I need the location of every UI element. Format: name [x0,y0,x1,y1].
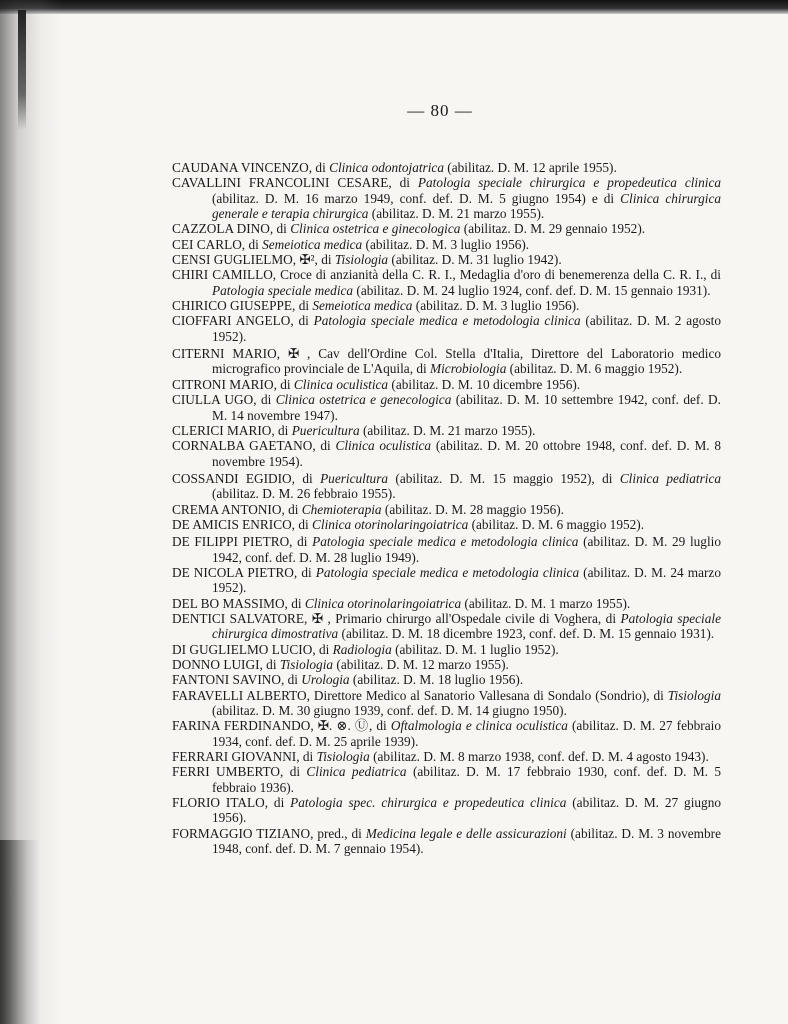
entry-text: (abilitaz. D. M. 3 luglio 1956). [412,298,580,314]
entry-text: (abilitaz. D. M. 29 luglio 1942, conf. def. D. M. 28 luglio 1949). [212,534,721,565]
entry-text: (abilitaz. D. M. 3 novembre 1948, conf. def. D. M. 7 gennaio 1954). [212,825,722,857]
subject-text: Clinica ostetrica e genecologica [275,392,452,408]
subject-text: Patologia speciale medica e metodologia clinica [313,313,581,329]
list-item [172,502,721,517]
subject-text: Urologia [301,672,350,688]
entry-text: (abilitaz. D. M. 3 luglio 1956). [362,236,530,252]
list-item [172,160,721,175]
list-item [172,517,721,532]
list-item [172,642,721,657]
subject-text: Radiologia [332,641,392,657]
list-item [172,534,721,565]
entry-text: CITRONI MARIO, di [172,376,294,392]
entry-text: (abilitaz. D. M. 21 marzo 1955). [359,422,536,438]
entry-text: FERRARI GIOVANNI, di [172,749,317,765]
entry-text: DEL BO MASSIMO, di [172,595,305,611]
list-item [172,221,721,236]
subject-text: Medicina legale e delle assicurazioni [365,825,567,841]
list-item [172,377,721,392]
subject-text: Clinica otorinolaringoiatrica [304,595,462,611]
entry-text: (abilitaz. D. M. 10 settembre 1942, conf. def. D. M. 14 novembre 1947). [212,392,721,423]
entry-text: DI GUGLIELMO LUCIO, di [172,641,333,657]
subject-text: Tisiologia [667,687,721,703]
entry-text: CEI CARLO, di [172,236,263,252]
entry-text: FANTONI SAVINO, di [172,672,302,688]
subject-text: Tisiologia [334,252,389,268]
subject-text: Clinica pediatrica [306,764,407,780]
subject-text: Puericultura [291,422,360,438]
entry-text: (abilitaz. D. M. 28 maggio 1956). [381,501,564,517]
entry-text: CIULLA UGO, di [172,392,276,408]
entry-text: CLERICI MARIO, di [172,422,292,438]
subject-text: Clinica chirurgica generale e terapia chirurgica [212,190,722,222]
list-item [172,764,721,795]
list-item [172,565,721,596]
entry-text: DE AMICIS ENRICO, di [172,516,312,532]
entry-list [172,160,721,856]
entry-text: (abilitaz. D. M. 21 marzo 1955). [368,206,545,222]
entry-text: (abilitaz. D. M. 6 maggio 1952). [468,516,645,532]
list-item [172,718,721,749]
subject-text: Clinica oculistica [335,438,432,454]
entry-text: (abilitaz. D. M. 27 febbraio 1934, conf. def. D. M. 25 aprile 1939). [212,718,721,749]
subject-text: Clinica ostetrica e ginecologica [290,221,461,237]
list-item [172,237,721,252]
entry-text: DONNO LUIGI, di [172,657,280,672]
entry-text: (abilitaz. D. M. 29 gennaio 1952). [460,221,646,237]
entry-text: (abilitaz. D. M. 8 marzo 1938, conf. def. D. M. 4 agosto 1943). [369,749,709,765]
list-item [172,346,721,377]
entry-text: (abilitaz. D. M. 12 marzo 1955). [333,657,509,672]
subject-text: Tisiologia [316,749,370,765]
entry-text: (abilitaz. D. M. 24 marzo 1952). [212,564,721,596]
entry-text: (abilitaz. D. M. 17 febbraio 1930, conf. def. D. M. 5 febbraio 1936). [212,764,721,795]
list-item [172,611,721,642]
list-item [172,596,721,611]
entry-text: (abilitaz. D. M. 6 maggio 1952). [506,361,683,377]
entry-text: (abilitaz. D. M. 18 dicembre 1923, conf. def. D. M. 15 gennaio 1931). [338,626,715,642]
entry-text: DENTICI SALVATORE, ✠ , Primario chirurgo all'Ospedale civile di Voghera, di [172,610,621,626]
entry-text: (abilitaz. D. M. 26 febbraio 1955). [212,486,396,502]
scan-binding-mark [0,840,40,1024]
subject-text: Semeiotica medica [262,236,363,252]
subject-text: Puericultura [320,470,389,486]
list-item [172,795,721,826]
entry-text: (abilitaz. D. M. 31 luglio 1942). [388,252,562,268]
entry-text: DE NICOLA PIETRO, di [172,564,316,580]
page-number: — 80 — [407,101,473,120]
subject-text: Oftalmologia e clinica oculistica [390,718,568,734]
scan-top-edge [0,0,788,14]
entry-text: CREMA ANTONIO, di [172,501,302,517]
entry-text: CHIRICO GIUSEPPE, di [172,298,313,314]
entry-text: DE FILIPPI PIETRO, di [172,534,313,550]
entry-text: FLORIO ITALO, di [172,795,291,811]
entry-text: (abilitaz. D. M. 24 luglio 1924, conf. def. D. M. 15 gennaio 1931). [353,282,711,298]
list-item [172,267,721,298]
entry-text: (abilitaz. D. M. 18 luglio 1956). [349,672,524,688]
entry-text: CORNALBA GAETANO, di [172,438,336,454]
subject-text: Semeiotica medica [312,298,413,314]
list-item [172,252,721,267]
subject-text: Patologia spec. chirurgica e propedeutica clinica [290,795,567,811]
entry-text: (abilitaz. D. M. 1 luglio 1952). [391,641,559,657]
entry-text: (abilitaz. D. M. 16 marzo 1949, conf. def. D. M. 5 giugno 1954) e di [212,190,621,206]
entry-text: CITERNI MARIO, ✠ , Cav dell'Ordine Col. Stella d'Italia, Direttore del Laboratorio medico micrografico provinciale de L'Aquila, di [172,346,721,377]
subject-text: Tisiologia [279,657,334,672]
subject-text: Chemioterapia [301,501,382,517]
list-item [172,313,721,344]
list-item [172,826,721,857]
subject-text: Microbiologia [430,361,507,377]
entry-text: (abilitaz. D. M. 10 dicembre 1956). [388,376,581,392]
entry-text: CIOFFARI ANGELO, di [172,313,314,329]
list-item [172,423,721,438]
list-item [172,688,721,719]
subject-text: Patologia speciale medica e metodologia clinica [315,564,580,580]
entry-text: (abilitaz. D. M. 20 ottobre 1948, conf. def. D. M. 8 novembre 1954). [212,438,721,469]
list-item [172,392,721,423]
entry-text: (abilitaz. D. M. 15 maggio 1952), di [388,470,620,486]
subject-text: Clinica otorinolaringoiatrica [312,516,469,532]
subject-text: Clinica oculistica [293,376,389,392]
entry-text: COSSANDI EGIDIO, di [172,470,321,486]
list-item [172,749,721,764]
list-item [172,672,721,687]
list-item [172,438,721,469]
entry-text: CAUDANA VINCENZO, di [172,160,330,175]
entry-text: (abilitaz. D. M. 27 giugno 1956). [212,795,721,826]
entry-text: FORMAGGIO TIZIANO, pred., di [172,825,366,841]
entry-text: (abilitaz. D. M. 1 marzo 1955). [461,595,631,611]
subject-text: Patologia speciale medica [212,282,354,298]
entry-text: CAVALLINI FRANCOLINI CESARE, di [172,175,418,191]
entry-text: (abilitaz. D. M. 30 giugno 1939, conf. def. D. M. 14 giugno 1950). [212,703,567,719]
subject-text: Patologia speciale chirurgica dimostrativa [212,610,721,642]
entry-text: FARAVELLI ALBERTO, Direttore Medico al Sanatorio Vallesana di Sondalo (Sondrio), di [172,687,668,703]
list-item [172,175,721,221]
list-item [172,471,721,502]
entry-text: FERRI UMBERTO, di [172,764,307,780]
entry-text: (abilitaz. D. M. 2 agosto 1952). [212,313,721,344]
entry-text: (abilitaz. D. M. 12 aprile 1955). [443,160,617,175]
list-item [172,298,721,313]
entry-text: CENSI GUGLIELMO, ✠², di [172,252,335,268]
subject-text: Clinica pediatrica [619,470,721,486]
subject-text: Patologia speciale medica e metodologia clinica [312,534,579,550]
entry-text: FARINA FERDINANDO, ✠. ⊗. Ⓤ, di [172,718,391,734]
list-item [172,657,721,672]
entry-text: CHIRI CAMILLO, Croce di anzianità della C. R. I., Medaglia d'oro di benemerenza della C. R. I., di [172,267,721,283]
entry-text: CAZZOLA DINO, di [172,221,291,237]
subject-text: Clinica odontojatrica [329,160,444,175]
subject-text: Patologia speciale chirurgica e propedeutica clinica [417,175,721,191]
